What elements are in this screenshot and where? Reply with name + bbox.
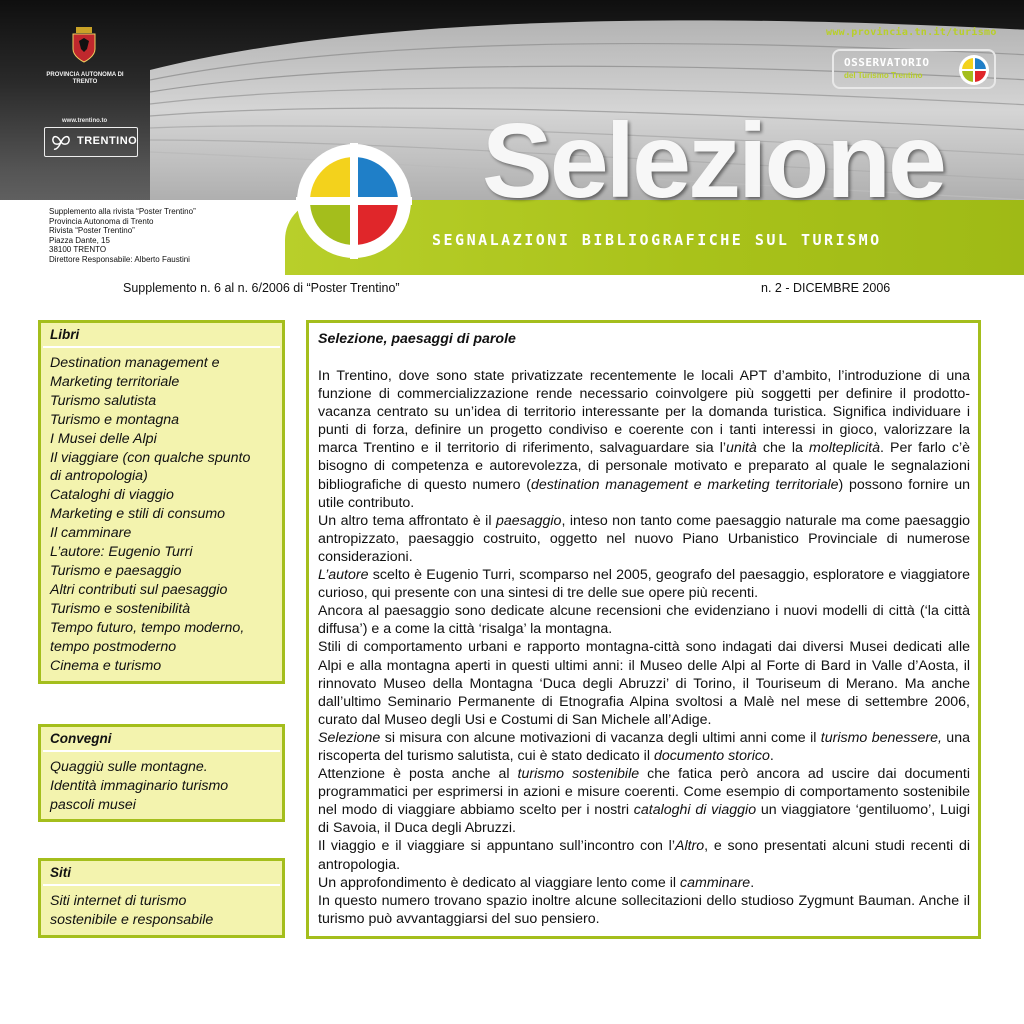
sidebar-convegni-list (41, 752, 282, 820)
trentino-wordmark: TRENTINO (77, 135, 138, 147)
article-text: che fatica però ancora ad uscire dai documenti programmatici per esprimersi in azioni e misure coerenti. Come esempio di comportamento sostenibile nel modo di viaggiare abbiamo scelto per i nostri (318, 766, 970, 819)
article-text: scelto è Eugenio Turri, scomparso nel 2005, geografo del paesaggio, esploratore e viaggiatore curioso, qui presente con una sintesi di tre delle sue opere più recenti. (318, 567, 970, 602)
supplement-line: Supplemento n. 6 al n. 6/2006 di “Poster Trentino” (123, 281, 400, 295)
osservatorio-logo (832, 49, 996, 89)
sidebar-siti-list (41, 886, 282, 935)
trentino-logo (44, 127, 138, 157)
publication-line: Rivista “Poster Trentino” (49, 226, 135, 236)
article-paragraph (318, 729, 970, 765)
article-text: che la (756, 440, 809, 457)
article-emphasis: L’autore (318, 567, 369, 584)
article-emphasis: Selezione (318, 729, 381, 746)
sidebar-list-item: Turismo e sostenibilità (50, 600, 191, 617)
article-emphasis: cataloghi di viaggio (633, 802, 757, 819)
sidebar-list-item: Turismo e paesaggio (50, 562, 182, 579)
site-url: www.provincia.tn.it/turismo (826, 27, 997, 38)
article-text: Un altro tema affrontato è il (318, 512, 496, 529)
sidebar-section-header (43, 325, 280, 348)
article-text: una riscoperta del turismo salutista, cui è stato dedicato il (318, 729, 970, 764)
masthead-tagline: SEGNALAZIONI BIBLIOGRAFICHE SUL TURISMO (432, 231, 882, 249)
article-emphasis: paesaggio (495, 512, 562, 529)
article-paragraph (318, 566, 970, 602)
publication-info (49, 207, 196, 265)
article-paragraph (318, 512, 970, 566)
article-text: Ancora al paesaggio sono dedicate alcune recensioni che evidenziano i nuovi modelli di città (‘la città diffusa’) e a come la città ‘risalga’ la montagna. (318, 603, 970, 638)
article-body (318, 367, 970, 928)
article-paragraph (318, 765, 970, 837)
article-text: si misura con alcune motivazioni di vacanza degli ultimi anni come il (380, 729, 821, 746)
sidebar-libri-title: Libri (50, 327, 80, 342)
sidebar-list-item: pascoli musei (50, 796, 136, 813)
article-emphasis: unità (726, 440, 757, 457)
article-paragraph (318, 638, 970, 728)
sidebar-list-item: Siti internet di turismo (50, 893, 187, 909)
article-emphasis: turismo benessere, (820, 729, 942, 746)
sidebar-list-item: Quaggiù sulle montagne. (50, 759, 208, 775)
article-text: In Trentino, dove sono state privatizzate recentemente le locali APT d’ambito, l’introduzione di una funzione di commercializzazione rende necessario coinvolgere più soggetti per definire il prodotto-vacanza centrato su un’idea di territorio interessante per la domanda turistica. Significa individuare i punti di forza, definire un progetto condiviso e coerente con i tanti interessi in gioco, valorizzare la marca Trentino e il territorio di riferimento, salvaguardare sia l’ (318, 368, 970, 457)
publication-line: Provincia Autonoma di Trento (49, 216, 154, 226)
osservatorio-title: OSSERVATORIO (844, 56, 930, 69)
article-text: . Per farlo c’è bisogno di competenza e autorevolezza, di personale motivato e preparato al quale le segnalazioni bibliografiche di questo numero ( (318, 440, 970, 493)
article-text: Stili di comportamento urbani e rapporto montagna-città sono indagati dai diversi Musei dedicati alle Alpi e alla montagna aperti in questi ultimi anni: il Museo delle Alpi al Forte di Bard in Valle d’Aosta, il rinnovato Museo della Montagna ‘Duca degli Abruzzi’ di Torino, il Touriseum di Merano. Ma anche dall’ultimo Seminario Permanente di Etnografia Alpina svoltosi a Malè nel mese di settembre 2006, curato dal Museo degli Usi e Costumi di San Michele all’Adige. (318, 639, 970, 728)
article-paragraph (318, 602, 970, 638)
article-text: ) possono fornire un utile contributo. (318, 476, 971, 511)
article-box (306, 320, 981, 939)
sidebar-list-item: Il camminare (50, 525, 132, 542)
header-banner (0, 0, 1024, 275)
sidebar-section-header (43, 729, 280, 752)
article-text: , inteso non tanto come paesaggio naturale ma come paesaggio antropizzato, paesaggio costruito, oggetto nel nuovo Piano Urbanistico Provinciale di numerose considerazioni. (318, 512, 971, 565)
sidebar-list-item: Il viaggiare (con qualche spunto (50, 449, 251, 466)
sidebar-section-header (43, 863, 280, 886)
sidebar-list-item: Identità immaginario turismo (50, 777, 229, 794)
article-text: Attenzione è posta anche al (318, 766, 518, 783)
article-paragraph (318, 892, 970, 928)
publication-line: Supplemento alla rivista “Poster Trentino” (49, 207, 196, 216)
sidebar-list-item: Altri contributi sul paesaggio (50, 581, 228, 598)
sidebar-list-item: Marketing territoriale (50, 373, 180, 390)
issue-date: n. 2 - DICEMBRE 2006 (761, 281, 891, 295)
sidebar-convegni-title: Convegni (50, 731, 112, 746)
sidebar-list-item: Cinema e turismo (50, 657, 162, 674)
article-title: Selezione, paesaggi di parole (318, 331, 516, 347)
article-text: , e sono presentati alcuni studi recenti di antropologia. (318, 838, 970, 873)
article-paragraph (318, 837, 970, 873)
sidebar-convegni-box (38, 724, 285, 822)
sidebar-list-item: di antropologia) (50, 468, 148, 485)
article-text: un viaggiatore ‘gentiluomo’, Luigi di Savoia, il Duca degli Abruzzi. (318, 802, 970, 837)
publication-line: Direttore Responsabile: Alberto Faustini (49, 254, 190, 264)
article-emphasis: destination management e marketing territoriale (530, 476, 839, 493)
sidebar-list-item: Marketing e stili di consumo (50, 506, 226, 523)
sidebar-list-item: Turismo salutista (50, 392, 157, 409)
trentino-url: www.trentino.to (62, 118, 108, 124)
publication-line: Piazza Dante, 15 (49, 235, 110, 245)
province-crest-icon (70, 27, 98, 63)
sidebar-list-item: Destination management e (50, 355, 220, 371)
article-emphasis: molteplicità (809, 440, 880, 457)
province-label: PROVINCIA AUTONOMA DI TRENTO (46, 72, 124, 85)
publication-line: 38100 TRENTO (49, 245, 107, 255)
sidebar-list-item: I Musei delle Alpi (50, 430, 157, 447)
selezione-target-logo-icon (296, 143, 412, 259)
article-paragraph (318, 874, 970, 892)
sidebar-list-item: sostenibile e responsabile (50, 911, 214, 928)
article-emphasis: Altro (675, 838, 705, 855)
article-emphasis: documento storico (653, 747, 770, 764)
article-emphasis: turismo sostenibile (517, 766, 640, 783)
sidebar-list-item: Turismo e montagna (50, 411, 180, 428)
article-emphasis: camminare (680, 874, 751, 891)
article-paragraph (318, 367, 970, 512)
sidebar-list-item: tempo postmoderno (50, 638, 177, 655)
sidebar-libri-list (41, 348, 282, 680)
article-text: . (750, 874, 755, 891)
masthead-title: Selezione (482, 102, 944, 220)
article-text: . (769, 747, 774, 764)
sidebar-list-item: Cataloghi di viaggio (50, 487, 174, 504)
article-text: Un approfondimento è dedicato al viaggiare lento come il (318, 874, 681, 891)
osservatorio-subtitle: del Turismo Trentino (844, 71, 923, 80)
sidebar-siti-title: Siti (50, 865, 72, 880)
sidebar-list-item: Tempo futuro, tempo moderno, (50, 619, 245, 636)
osservatorio-target-icon (958, 54, 990, 86)
sidebar-libri-box (38, 320, 285, 684)
sidebar-list-item: L’autore: Eugenio Turri (50, 544, 193, 561)
trentino-butterfly-icon (51, 133, 71, 151)
article-text: In questo numero trovano spazio inoltre alcune sollecitazioni dello studioso Zygmunt Bauman. Anche il turismo può avvantaggiarsi del suo pensiero. (318, 892, 970, 927)
article-text: Il viaggio e il viaggiare si appuntano sull’incontro con l’ (318, 838, 675, 855)
sidebar-siti-box (38, 858, 285, 938)
